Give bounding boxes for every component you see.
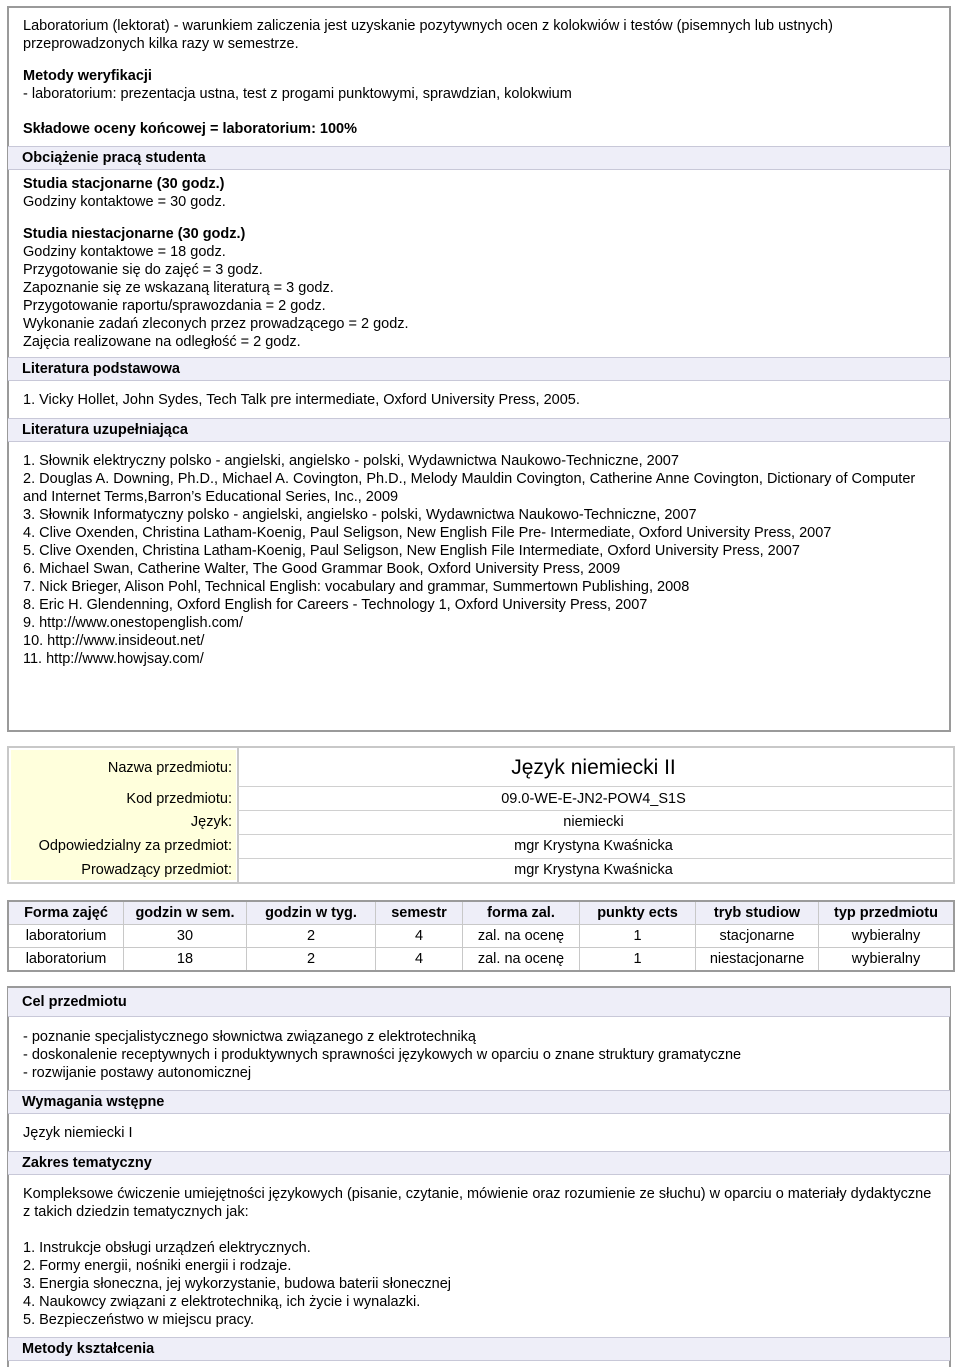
responsible-value: mgr Krystyna Kwaśnicka xyxy=(514,838,673,854)
course-name-value: Język niemiecki II xyxy=(511,756,676,779)
verification-text: - laboratorium: prezentacja ustna, test z progami punktowymi, sprawdzian, kolokwium xyxy=(23,86,572,102)
lecturer-label: Prowadzący przedmiot: xyxy=(81,862,232,878)
column-header: punkty ects xyxy=(580,902,696,925)
course-info-divider xyxy=(237,748,239,882)
fulltime-title: Studia stacjonarne (30 godz.) xyxy=(23,176,225,192)
table-cell: 2 xyxy=(247,925,376,948)
verification-title: Metody weryfikacji xyxy=(23,68,152,84)
row-divider xyxy=(238,786,952,787)
table-cell: wybieralny xyxy=(819,925,953,948)
extra-literature-item: 2. Douglas A. Downing, Ph.D., Michael A. Covington, Ph.D., Melody Mauldin Covington, Catherine Anne Covington, Dictionary of Computer and Internet Terms,Barron’s Educational Series, Inc., 2009 xyxy=(23,471,916,505)
course-description-box xyxy=(7,986,951,1367)
scope-intro: Kompleksowe ćwiczenie umiejętności językowych (pisanie, czytanie, mówienie oraz rozumienie ze słuchu) w oparciu o materiały dydaktyczne z takich dziedzin tematycznych jak: xyxy=(23,1186,932,1220)
course-code-value: 09.0-WE-E-JN2-POW4_S1S xyxy=(501,791,686,807)
extra-literature-link: 10. http://www.insideout.net/ xyxy=(23,633,205,649)
table-cell: zal. na ocenę xyxy=(463,948,580,970)
table-cell: wybieralny xyxy=(851,951,921,967)
fulltime-line: Godziny kontaktowe = 30 godz. xyxy=(23,194,226,210)
table-cell: 4 xyxy=(376,925,463,948)
extra-literature-item: 1. Słownik elektryczny polsko - angielski, angielsko - polski, Wydawnictwa Naukowo-Techniczne, 2007 xyxy=(23,453,679,469)
table-row xyxy=(9,948,953,970)
parttime-title: Studia niestacjonarne (30 godz.) xyxy=(23,226,246,242)
language-label: Język: xyxy=(190,814,232,830)
course-info-table xyxy=(7,746,955,884)
extra-literature-item: 3. Słownik Informatyczny polsko - angielski, angielsko - polski, Wydawnictwa Naukowo-Techniczne, 2007 xyxy=(23,507,697,523)
parttime-line: Godziny kontaktowe = 18 godz. xyxy=(23,244,226,260)
basic-literature-item: 1. Vicky Hollet, John Sydes, Tech Talk pre intermediate, Oxford University Press, 2005. xyxy=(23,392,580,408)
scope-item: 3. Energia słoneczna, jej wykorzystanie, budowa baterii słonecznej xyxy=(23,1276,451,1292)
extra-literature-header: Literatura uzupełniająca xyxy=(8,418,950,442)
prereq-section-header: Wymagania wstępne xyxy=(8,1090,950,1114)
table-cell: 1 xyxy=(580,925,696,948)
table-cell: 30 xyxy=(124,925,247,948)
extra-literature-item: 4. Clive Oxenden, Christina Latham-Koenig, Paul Seligson, New English File Pre- Intermediate, Oxford University Press, 2007 xyxy=(23,525,832,541)
language-value: niemiecki xyxy=(563,814,624,830)
responsible-label: Odpowiedzialny za przedmiot: xyxy=(38,838,232,854)
table-cell: laboratorium xyxy=(9,948,124,970)
scope-item: 4. Naukowcy związani z elektrotechniką, ich życie i wynalazki. xyxy=(23,1294,421,1310)
column-header: godzin w tyg. xyxy=(247,902,376,925)
parttime-line: Przygotowanie się do zajęć = 3 godz. xyxy=(23,262,263,278)
column-header: typ przedmiotu xyxy=(819,902,953,925)
table-cell: 4 xyxy=(376,948,463,970)
goal-section-header: Cel przedmiotu xyxy=(8,988,950,1017)
table-cell: 18 xyxy=(124,948,247,970)
schedule-table xyxy=(7,900,955,972)
extra-literature-item: 8. Eric H. Glendenning, Oxford English for Careers - Technology 1, Oxford University Press, 2007 xyxy=(23,597,648,613)
parttime-line: Wykonanie zadań zleconych przez prowadzącego = 2 godz. xyxy=(23,316,409,332)
scope-item: 1. Instrukcje obsługi urządzeń elektrycznych. xyxy=(23,1240,311,1256)
column-header: Forma zajęć xyxy=(9,902,124,925)
lecturer-value: mgr Krystyna Kwaśnicka xyxy=(514,862,673,878)
goal-line: - rozwijanie postawy autonomicznej xyxy=(23,1065,252,1081)
final-grade-text: Składowe oceny końcowej = laboratorium: 100% xyxy=(23,121,358,137)
scope-section-header: Zakres tematyczny xyxy=(8,1151,950,1175)
table-row xyxy=(9,925,953,948)
column-header: semestr xyxy=(376,902,463,925)
goal-line: - doskonalenie receptywnych i produktywnych sprawności językowych w oparciu o znane struktury gramatyczne xyxy=(23,1047,742,1063)
scope-item: 2. Formy energii, nośniki energii i rodzaje. xyxy=(23,1258,292,1274)
table-cell: laboratorium xyxy=(9,925,124,948)
schedule-header-row xyxy=(9,902,953,925)
course-name-label: Nazwa przedmiotu: xyxy=(107,760,232,776)
column-header: forma zal. xyxy=(463,902,580,925)
previous-course-box xyxy=(7,6,951,732)
basic-literature-header: Literatura podstawowa xyxy=(8,357,950,381)
extra-literature-item: 5. Clive Oxenden, Christina Latham-Koenig, Paul Seligson, New English File Intermediate, Oxford University Press, 2007 xyxy=(23,543,800,559)
extra-literature-link: 11. http://www.howjsay.com/ xyxy=(23,651,204,667)
table-cell: stacjonarne xyxy=(696,925,819,948)
table-cell: 1 xyxy=(580,948,696,970)
assessment-lab-text: Laboratorium (lektorat) - warunkiem zaliczenia jest uzyskanie pozytywnych ocen z kolokwiów i testów (pisemnych lub ustnych) przeprowadzonych kilka razy w semestrze. xyxy=(23,18,833,52)
prereq-text: Język niemiecki I xyxy=(23,1125,133,1141)
workload-section-header: Obciążenie pracą studenta xyxy=(8,146,950,170)
course-code-label: Kod przedmiotu: xyxy=(126,791,232,807)
parttime-line: Zapoznanie się ze wskazaną literaturą = 3 godz. xyxy=(23,280,334,296)
column-header: tryb studiow xyxy=(696,902,819,925)
table-cell: niestacjonarne xyxy=(696,948,819,970)
table-cell: 2 xyxy=(247,948,376,970)
extra-literature-item: 6. Michael Swan, Catherine Walter, The Good Grammar Book, Oxford University Press, 2009 xyxy=(23,561,621,577)
parttime-line: Przygotowanie raportu/sprawozdania = 2 godz. xyxy=(23,298,326,314)
extra-literature-link: 9. http://www.onestopenglish.com/ xyxy=(23,615,244,631)
methods-section-header: Metody kształcenia xyxy=(8,1337,950,1361)
scope-item: 5. Bezpieczeństwo w miejscu pracy. xyxy=(23,1312,255,1328)
column-header: godzin w sem. xyxy=(124,902,247,925)
goal-line: - poznanie specjalistycznego słownictwa związanego z elektrotechniką xyxy=(23,1029,476,1045)
table-cell: zal. na ocenę xyxy=(463,925,580,948)
extra-literature-item: 7. Nick Brieger, Alison Pohl, Technical English: vocabulary and grammar, Summertown Publishing, 2008 xyxy=(23,579,690,595)
parttime-line: Zajęcia realizowane na odległość = 2 godz. xyxy=(23,334,301,350)
